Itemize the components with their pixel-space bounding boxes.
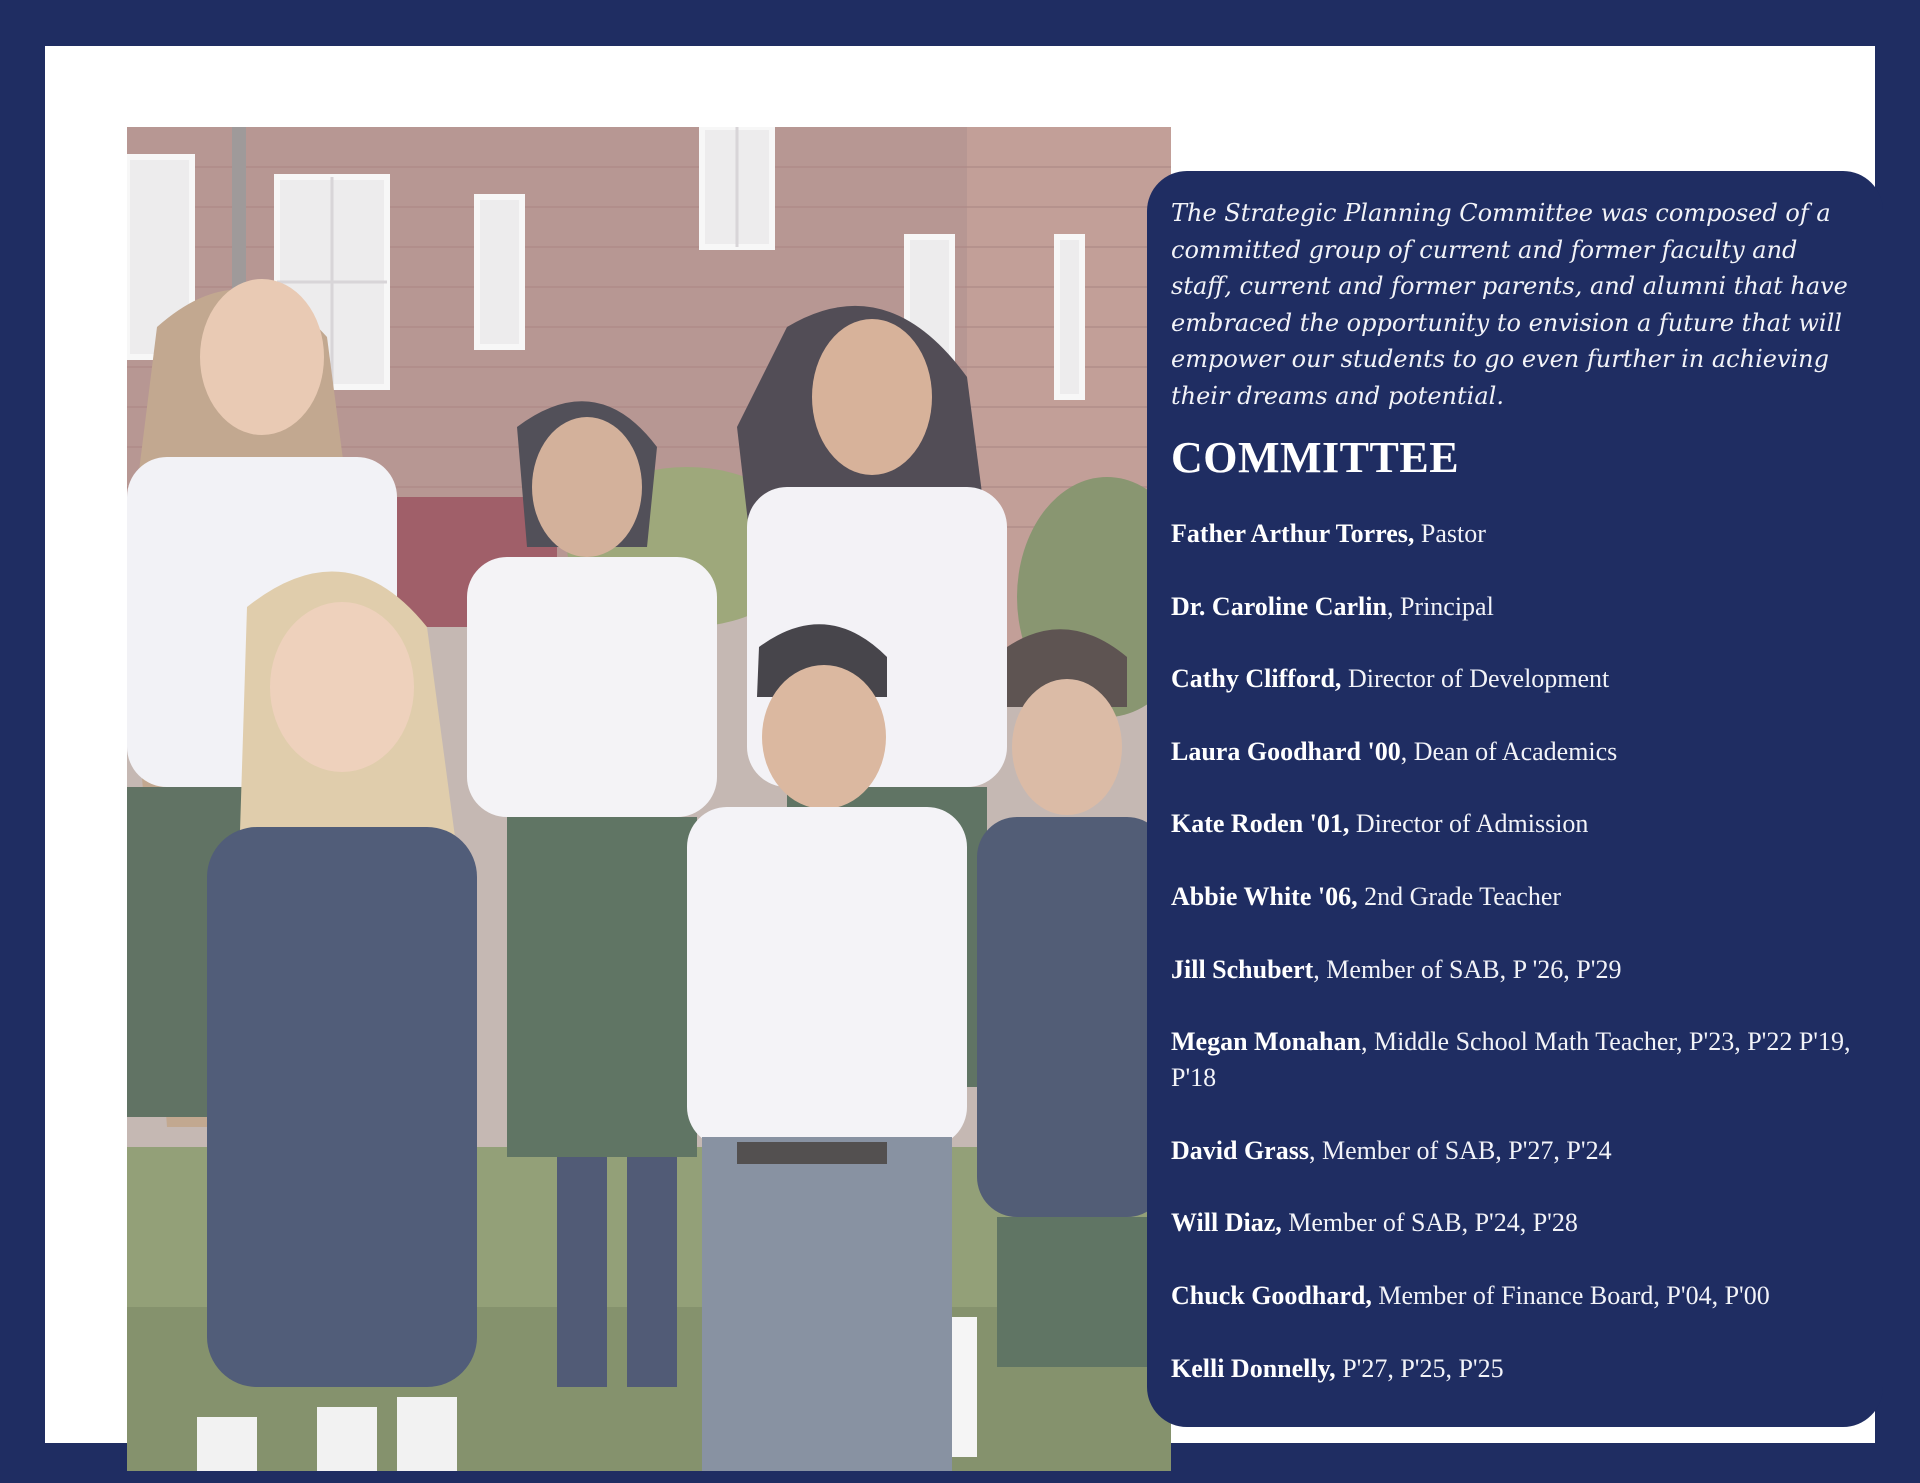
page-card [45, 46, 1875, 1443]
member-name: Kate Roden '01, [1171, 809, 1350, 839]
committee-member [1171, 661, 1861, 697]
member-name: Will Diaz, [1171, 1208, 1282, 1238]
committee-member [1171, 1205, 1861, 1241]
member-role: 2nd Grade Teacher [1357, 881, 1562, 911]
member-role: , Middle School Math Teacher, P'23, P'22 P'19, P'18 [1171, 1027, 1851, 1093]
committee-member [1171, 952, 1861, 988]
member-name: Jill Schubert [1171, 954, 1314, 984]
member-name: Father Arthur Torres, [1171, 519, 1415, 548]
member-role: Member of Finance Board, P'04, P'00 [1371, 1280, 1770, 1310]
committee-intro: The Strategic Planning Committee was composed of a committed group of current and former faculty and staff, current and former parents, and alumni that have embraced the opportunity to envision a future that will empower our students to go even further in achieving their dreams and potential. [1171, 199, 1848, 410]
committee-member [1171, 1351, 1861, 1387]
member-name: Abbie White '06, [1171, 881, 1358, 911]
member-name: Laura Goodhard '00 [1171, 736, 1401, 766]
member-role: , Member of SAB, P'27, P'24 [1308, 1135, 1612, 1165]
member-role: Director of Admission [1349, 809, 1589, 839]
committee-member [1171, 516, 1861, 552]
member-role: Member of SAB, P'24, P'28 [1281, 1208, 1578, 1238]
students-photo-illustration [127, 127, 1171, 1471]
member-name: Megan Monahan [1171, 1027, 1361, 1057]
member-name: Kelli Donnelly, [1171, 1353, 1336, 1383]
member-role: , Principal [1386, 591, 1494, 621]
committee-panel [1147, 171, 1883, 1427]
member-name: David Grass [1171, 1135, 1309, 1165]
committee-member [1171, 879, 1861, 915]
member-role: Pastor [1414, 519, 1486, 548]
committee-member [1171, 589, 1861, 625]
member-role: P'27, P'25, P'25 [1335, 1353, 1504, 1383]
committee-heading: COMMITTEE [1171, 433, 1460, 482]
member-name: Dr. Caroline Carlin [1171, 591, 1387, 621]
member-role: , Member of SAB, P '26, P'29 [1313, 954, 1622, 984]
committee-member [1171, 1278, 1861, 1314]
committee-member [1171, 734, 1861, 770]
students-group-photo [127, 127, 1171, 1471]
member-name: Chuck Goodhard, [1171, 1280, 1372, 1310]
committee-member [1171, 1024, 1861, 1096]
member-name: Cathy Clifford, [1171, 664, 1342, 694]
member-role: , Dean of Academics [1400, 736, 1618, 766]
member-role: Director of Development [1341, 664, 1610, 694]
committee-member-list [1171, 516, 1861, 1387]
committee-member [1171, 806, 1861, 842]
committee-member [1171, 1133, 1861, 1169]
